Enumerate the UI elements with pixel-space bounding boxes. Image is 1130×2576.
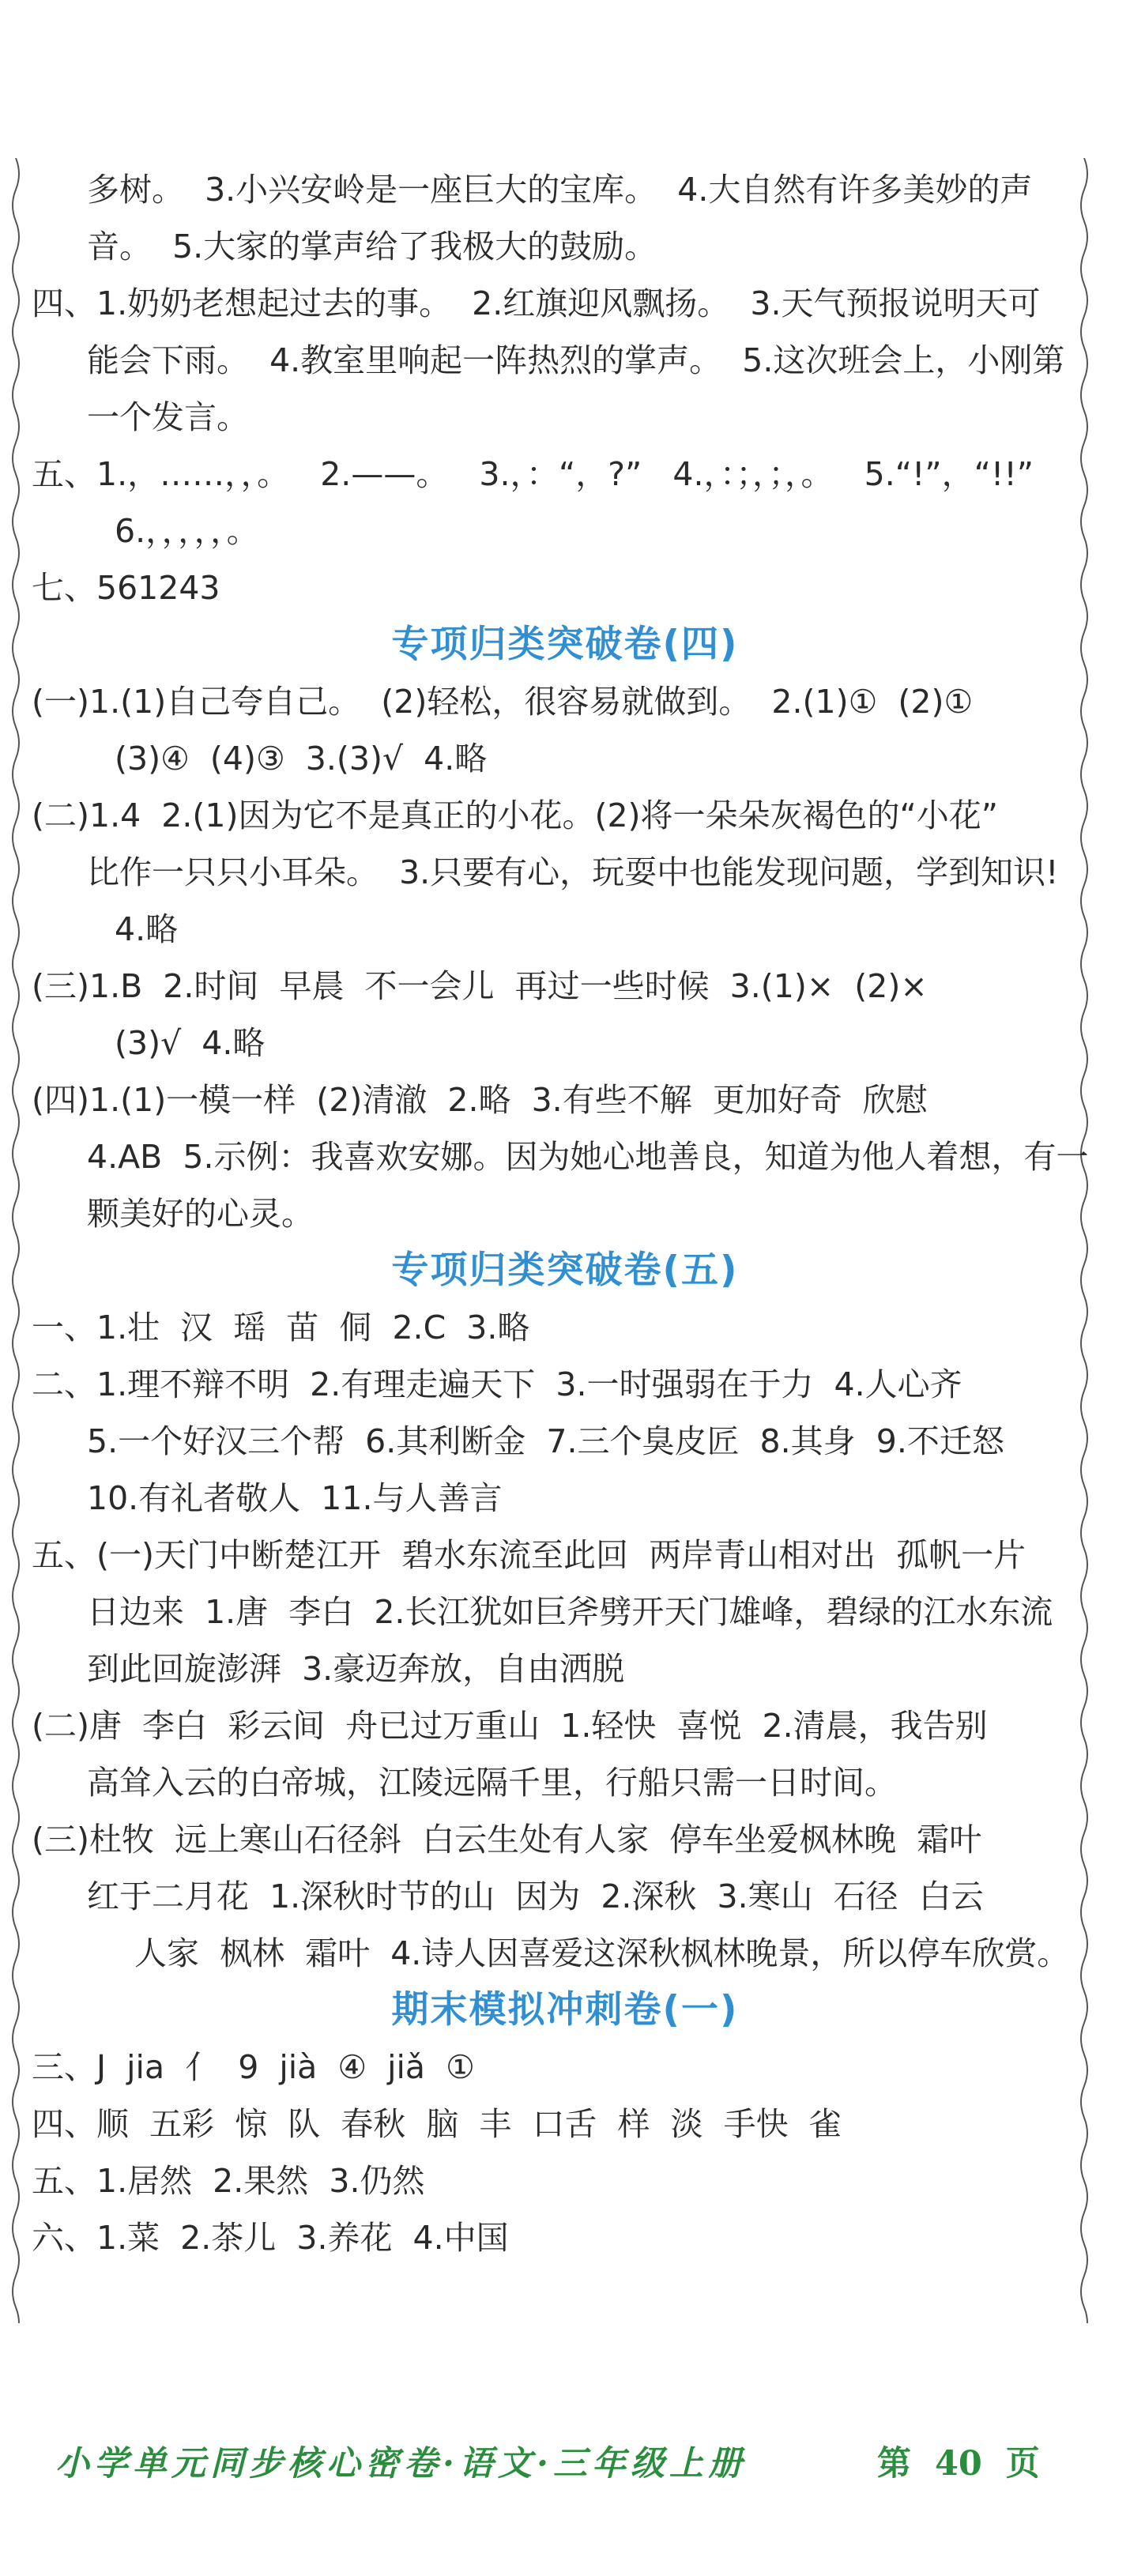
- text-line: (3)④ (4)③ 3.(3)√ 4.略: [115, 740, 488, 778]
- section-title: 期末模拟冲刺卷(一): [391, 1988, 739, 2032]
- text-line: 人家 枫林 霜叶 4.诗人因喜爱这深秋枫林晚景，所以停车欣赏。: [134, 1934, 1070, 1972]
- text-line: 一、1.壮 汉 瑶 苗 侗 2.C 3.略: [32, 1309, 530, 1346]
- section-title: 专项归类突破卷(四): [391, 623, 739, 666]
- text-line: 多树。 3.小兴安岭是一座巨大的宝库。 4.大自然有许多美妙的声: [87, 171, 1033, 209]
- text-line: 6.，，，，，。: [115, 512, 259, 550]
- text-line: 10.有礼者敬人 11.与人善言: [87, 1479, 503, 1517]
- text-line: 七、561243: [32, 569, 220, 607]
- text-line: 四、顺 五彩 惊 队 春秋 脑 丰 口舌 样 淡 手快 雀: [32, 2105, 842, 2143]
- text-line: 五、(一)天门中断楚江开 碧水东流至此回 两岸青山相对出 孤帆一片: [32, 1536, 1026, 1574]
- text-line: 音。 5.大家的掌声给了我极大的鼓励。: [87, 228, 657, 266]
- footer-book-title: 小学单元同步核心密卷·语文·三年级上册: [55, 2444, 747, 2484]
- text-line: 到此回旋澎湃 3.豪迈奔放，自由洒脱: [87, 1650, 625, 1688]
- text-line: (四)1.(1)一模一样 (2)清澈 2.略 3.有些不解 更加好奇 欣慰: [32, 1081, 928, 1119]
- text-line: 红于二月花 1.深秋时节的山 因为 2.深秋 3.寒山 石径 白云: [87, 1877, 984, 1915]
- section-title: 专项归类突破卷(五): [391, 1248, 739, 1292]
- text-line: 比作一只只小耳朵。 3.只要有心，玩耍中也能发现问题，学到知识!: [87, 853, 1059, 891]
- text-line: 高耸入云的白帝城，江陵远隔千里，行船只需一日时间。: [87, 1764, 897, 1802]
- text-line: (三)杜牧 远上寒山石径斜 白云生处有人家 停车坐爱枫林晚 霜叶: [32, 1821, 982, 1859]
- text-line: (二)唐 李白 彩云间 舟已过万重山 1.轻快 喜悦 2.清晨，我告别: [32, 1707, 988, 1745]
- text-line: (3)√ 4.略: [115, 1024, 266, 1062]
- text-line: 颗美好的心灵。: [87, 1195, 314, 1233]
- text-line: 四、1.奶奶老想起过去的事。 2.红旗迎风飘扬。 3.天气预报说明天可: [32, 284, 1041, 322]
- footer-page-number: 第 40 页: [877, 2444, 1040, 2484]
- text-line: 一个发言。: [87, 398, 249, 436]
- text-line: (一)1.(1)自己夸自己。 (2)轻松，很容易就做到。 2.(1)① (2)①: [32, 683, 974, 721]
- text-line: 六、1.菜 2.茶儿 3.养花 4.中国: [32, 2219, 509, 2257]
- text-line: (二)1.4 2.(1)因为它不是真正的小花。(2)将一朵朵灰褐色的“小花”: [32, 797, 999, 834]
- text-line: 二、1.理不辩不明 2.有理走遍天下 3.一时强弱在于力 4.人心齐: [32, 1365, 962, 1403]
- text-line: (三)1.B 2.时间 早晨 不一会儿 再过一些时候 3.(1)× (2)×: [32, 967, 928, 1005]
- text-line: 三、J jia 亻 9 jià ④ jiǎ ①: [32, 2048, 475, 2086]
- text-line: 4.AB 5.示例：我喜欢安娜。因为她心地善良，知道为他人着想，有一: [87, 1138, 1089, 1176]
- page-footer: [0, 2429, 1130, 2494]
- text-line: 日边来 1.唐 李白 2.长江犹如巨斧劈开天门雄峰，碧绿的江水东流: [87, 1593, 1053, 1631]
- text-line: 能会下雨。 4.教室里响起一阵热烈的掌声。 5.这次班会上，小刚第: [87, 341, 1065, 379]
- text-line: 五、1.居然 2.果然 3.仍然: [32, 2162, 425, 2200]
- text-line: 5.一个好汉三个帮 6.其利断金 7.三个臭皮匠 8.其身 9.不迁怒: [87, 1422, 1004, 1460]
- text-line: 五、1.，……，，。 2.——。 3.，：“，?” 4.，：；，；，。 5.“!”，“!!”: [32, 455, 1034, 493]
- text-line: 4.略: [115, 910, 179, 948]
- answer-content: [32, 161, 1098, 2266]
- left-wavy-border: [8, 158, 24, 2323]
